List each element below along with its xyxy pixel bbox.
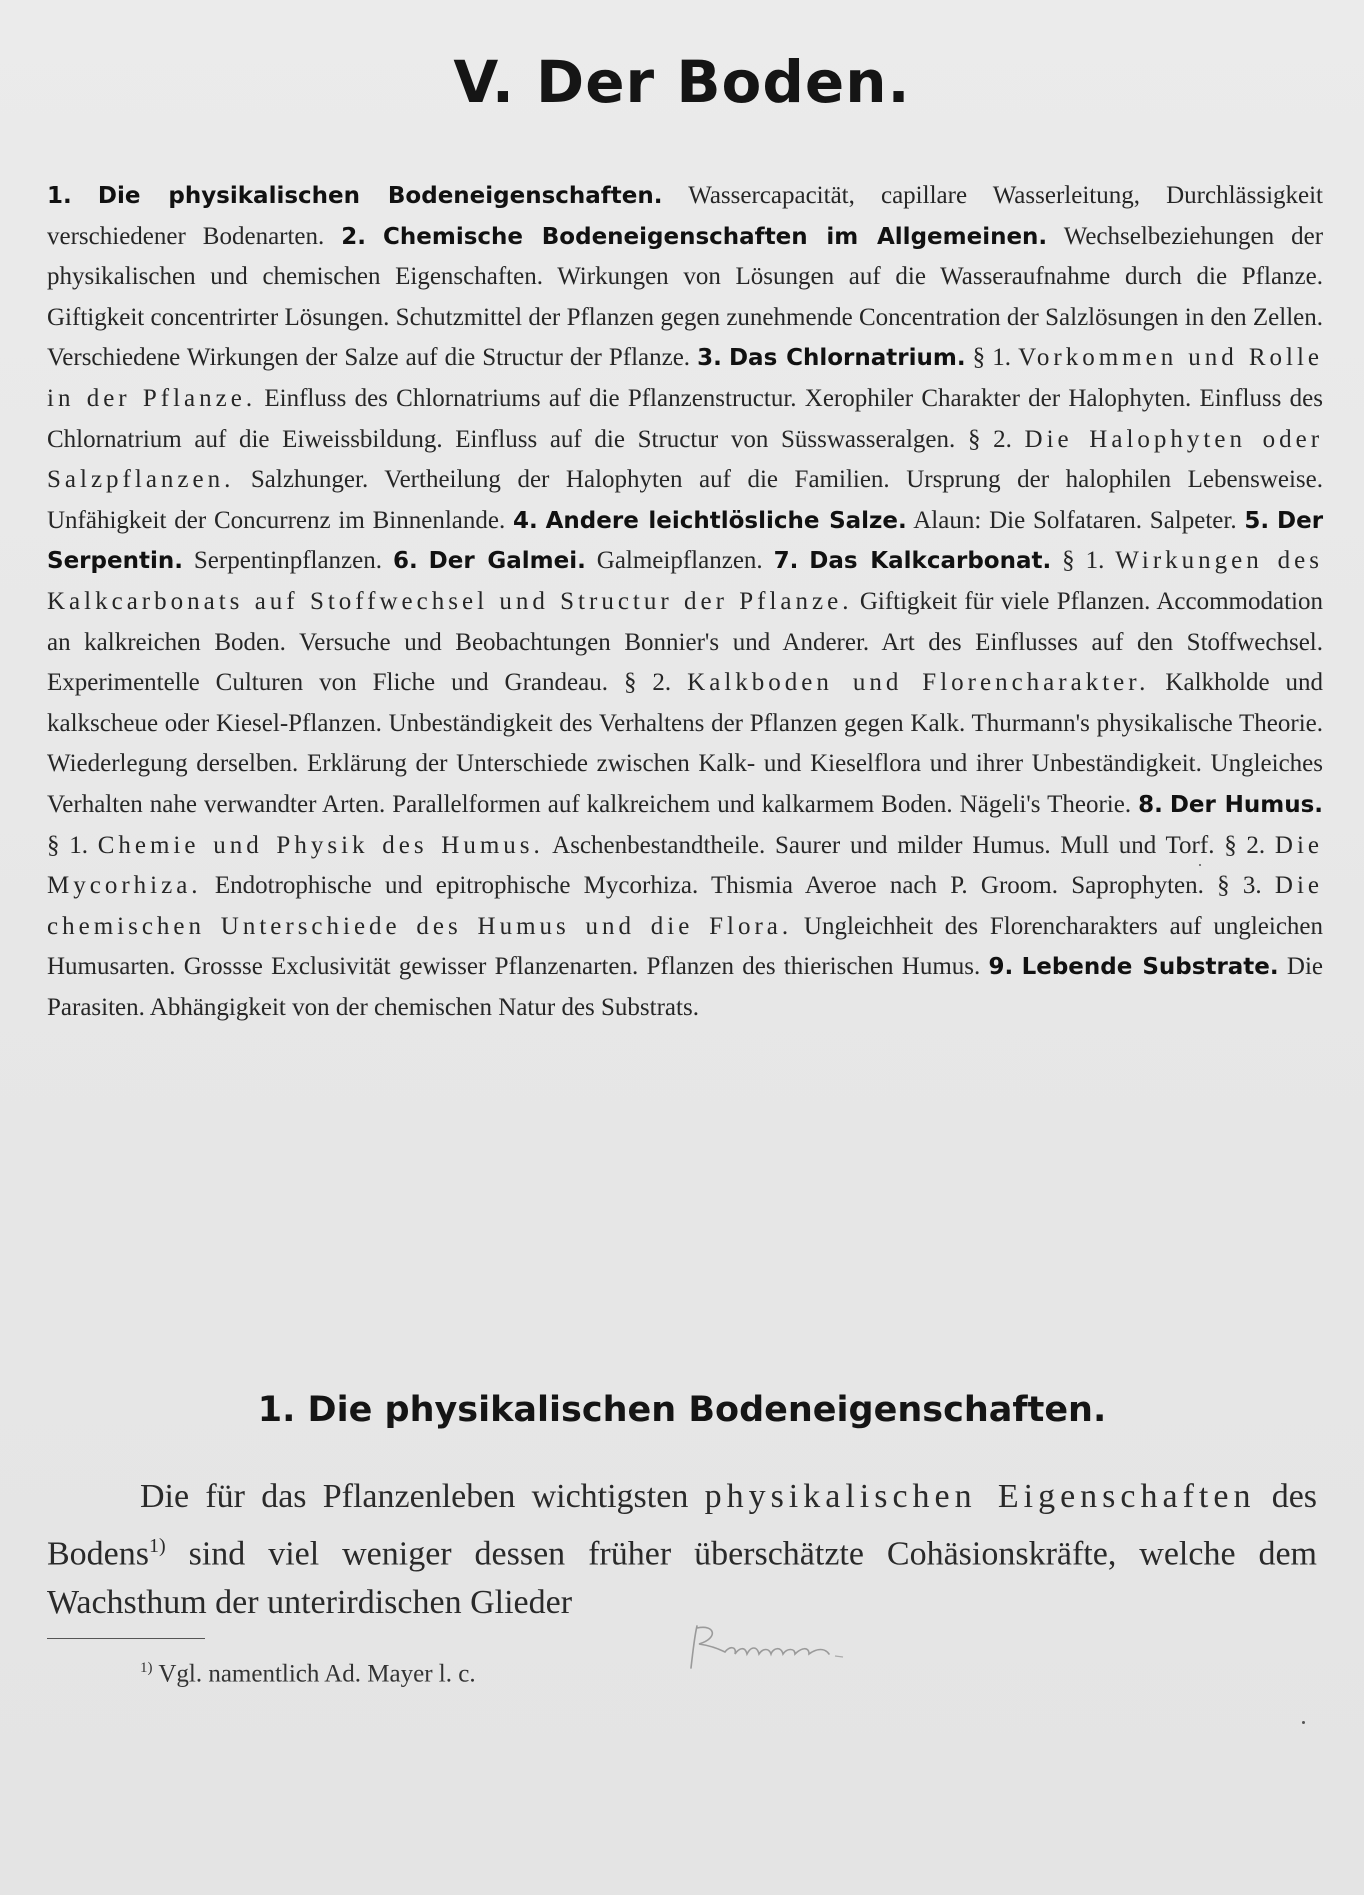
footnote: [140, 1660, 476, 1688]
footnote-reference: 1): [149, 1534, 166, 1557]
footnote-divider: [47, 1638, 205, 1639]
summary-item-7: 7. Das Kalkcarbonat. § 1. Wirkungen des Kalkcarbonats auf Stoffwechsel und Structur der Pflanze. Giftigkeit für viele Pflanzen. Accommodation an kalkreichen Boden. Versuche und Beobachtungen Bonnier's und Anderer. Art des Einflusses auf den Stoffwechsel. Experimentelle Culturen von Fliche und Grandeau. § 2. Kalkboden und Florencharakter. Kalkholde und kalkscheue oder Kiesel-Pflanzen. Unbeständigkeit des Verhaltens der Pflanzen gegen Kalk. Thurmann's physikalische Theorie. Wiederlegung derselben. Erklärung der Unterschiede zwischen Kalk- und Kieselflora und ihrer Unbeständigkeit. Ungleiches Verhalten nahe verwandter Arten. Parallelformen auf kalkreichem und kalkarmem Boden. Nägeli's Theorie.: [47, 547, 1324, 818]
summary-item-3: 3. Das Chlornatrium. § 1. Vorkommen und Rolle in der Pflanze. Einfluss des Chlornatriums auf die Pflanzenstructur. Xerophiler Charakter der Halophyten. Einfluss des Chlornatrium auf die Eiweissbildung. Einfluss auf die Structur von Süsswasseralgen. § 2. Die Halophyten oder Salzpflanzen. Salzhunger. Vertheilung der Halophyten auf die Familien. Ursprung der halophilen Lebensweise. Unfähigkeit der Concurrenz im Binnenlande.: [47, 344, 1324, 534]
page-speck: [1302, 1721, 1305, 1724]
summary-item-8: 8. Der Humus. § 1. Chemie und Physik des Humus. Aschenbestandtheile. Saurer und milder Humus. Mull und Torf. § 2. Die Mycorhiza. Endotrophische und epitrophische Mycorhiza. Thismia Averoe nach P. Groom. Saprophyten. § 3. Die chemischen Unterschiede des Humus und die Flora. Ungleichheit des Florencharakters auf ungleichen Humusarten. Grossse Exclusivität gewisser Pflanzenarten. Pflanzen des thierischen Humus.: [47, 791, 1324, 981]
page-speck: [1199, 864, 1201, 866]
summary-item-9: 9. Lebende Substrate. Die Parasiten. Abhängigkeit von der chemischen Natur des Substrats.: [47, 953, 1324, 1021]
handwritten-signature: [685, 1620, 865, 1680]
footnote-mark: 1): [140, 1660, 153, 1676]
summary-item-4: 4. Andere leichtlösliche Salze. Alaun: Die Solfataren. Salpeter.: [513, 506, 1237, 534]
chapter-summary: [47, 176, 1323, 1028]
section-heading: 1. Die physikalischen Bodeneigenschaften.: [257, 1390, 1107, 1430]
summary-item-5: 5. Der Serpentin. Serpentinpflanzen.: [47, 507, 1324, 575]
footnote-text: Vgl. namentlich Ad. Mayer l. c.: [158, 1660, 476, 1688]
chapter-title: V. Der Boden.: [453, 48, 911, 116]
summary-item-2: 2. Chemische Bodeneigenschaften im Allgemeinen. Wechselbeziehungen der physikalischen und chemischen Eigenschaften. Wirkungen von Lösungen auf die Wasseraufnahme durch die Pflanze. Giftigkeit concentrirter Lösungen. Schutzmittel der Pflanzen gegen zunehmende Concentration der Salzlösungen in den Zellen. Verschiedene Wirkungen der Salze auf die Structur der Pflanze.: [47, 222, 1324, 372]
body-paragraph: Die für das Pflanzenleben wichtigsten physikalischen Eigenschaften des Bodens$^{1)}$ sind viel weniger dessen früher überschätzte Cohäsionskräfte, welche dem Wachsthum der unterirdischen Glieder: [47, 1478, 1318, 1622]
summary-item-6: 6. Der Galmei. Galmeipflanzen.: [392, 547, 763, 575]
summary-item-1: 1. Die physikalischen Bodeneigenschaften. Wassercapacität, capillare Wasserleitung, Durchlässigkeit verschiedener Bodenarten.: [47, 182, 1324, 250]
emphasized-text: physikalischen Eigenschaften: [704, 1478, 1256, 1515]
